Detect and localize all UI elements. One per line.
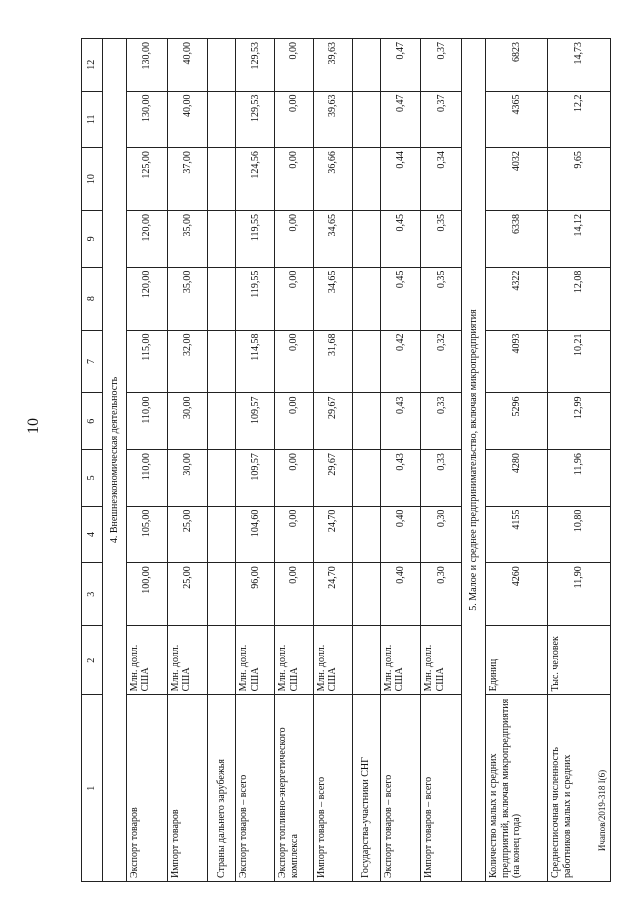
value-cell: 110,00 <box>126 450 167 507</box>
value-cell: 0,40 <box>380 506 421 563</box>
subhead-far-abroad-row <box>208 39 236 882</box>
value-cell: 119,55 <box>236 267 275 330</box>
value-cell: 104,60 <box>236 506 275 563</box>
table-row <box>421 39 462 882</box>
col-header: 9 <box>82 211 103 268</box>
empty-cell <box>208 393 236 450</box>
value-cell: 10,80 <box>548 506 611 563</box>
unit-cell: Млн. долл. США <box>421 626 462 695</box>
value-cell: 25,00 <box>167 563 208 626</box>
value-cell: 4365 <box>486 91 548 148</box>
col-header: 12 <box>82 39 103 92</box>
value-cell: 6823 <box>486 39 548 92</box>
page-number: 10 <box>25 418 42 434</box>
value-cell: 34,65 <box>313 211 352 268</box>
unit-cell: Млн. долл. США <box>313 626 352 695</box>
value-cell: 0,43 <box>380 393 421 450</box>
value-cell: 0,32 <box>421 330 462 393</box>
empty-cell <box>352 563 380 626</box>
col-header: 4 <box>82 506 103 563</box>
empty-cell <box>352 148 380 211</box>
value-cell: 0,47 <box>380 39 421 92</box>
value-cell: 14,73 <box>548 39 611 92</box>
value-cell: 0,00 <box>275 393 314 450</box>
value-cell: 30,00 <box>167 450 208 507</box>
value-cell: 32,00 <box>167 330 208 393</box>
value-cell: 129,53 <box>236 39 275 92</box>
table-row <box>275 39 314 882</box>
value-cell: 109,57 <box>236 393 275 450</box>
value-cell: 31,68 <box>313 330 352 393</box>
header-row <box>82 39 103 882</box>
unit-cell: Млн. долл. США <box>167 626 208 695</box>
indicator-name: Экспорт товаров – всего <box>380 695 421 882</box>
value-cell: 37,00 <box>167 148 208 211</box>
value-cell: 130,00 <box>126 39 167 92</box>
table-row <box>167 39 208 882</box>
table-row <box>236 39 275 882</box>
empty-cell <box>208 39 236 92</box>
value-cell: 34,65 <box>313 267 352 330</box>
table-row <box>313 39 352 882</box>
value-cell: 14,12 <box>548 211 611 268</box>
indicators-table <box>81 38 611 882</box>
value-cell: 130,00 <box>126 91 167 148</box>
value-cell: 129,53 <box>236 91 275 148</box>
empty-cell <box>208 148 236 211</box>
value-cell: 0,42 <box>380 330 421 393</box>
value-cell: 0,33 <box>421 393 462 450</box>
section-5-title: 5. Малое и среднее предпринимательство, включая микропредприятия <box>462 39 486 882</box>
value-cell: 6338 <box>486 211 548 268</box>
value-cell: 35,00 <box>167 211 208 268</box>
value-cell: 125,00 <box>126 148 167 211</box>
value-cell: 12,99 <box>548 393 611 450</box>
unit-cell: Млн. долл. США <box>380 626 421 695</box>
section-4-title-row <box>103 39 127 882</box>
unit-cell: Млн. долл. США <box>236 626 275 695</box>
value-cell: 120,00 <box>126 267 167 330</box>
indicator-name: Импорт товаров – всего <box>421 695 462 882</box>
col-header: 6 <box>82 393 103 450</box>
value-cell: 25,00 <box>167 506 208 563</box>
value-cell: 4155 <box>486 506 548 563</box>
value-cell: 30,00 <box>167 393 208 450</box>
value-cell: 0,35 <box>421 211 462 268</box>
value-cell: 12,2 <box>548 91 611 148</box>
subhead-far-abroad: Страны дальнего зарубежья <box>208 695 236 882</box>
value-cell: 119,55 <box>236 211 275 268</box>
indicator-name: Импорт товаров – всего <box>313 695 352 882</box>
value-cell: 110,00 <box>126 393 167 450</box>
empty-cell <box>208 91 236 148</box>
value-cell: 40,00 <box>167 39 208 92</box>
value-cell: 4032 <box>486 148 548 211</box>
empty-cell <box>208 563 236 626</box>
value-cell: 4260 <box>486 563 548 626</box>
value-cell: 0,00 <box>275 330 314 393</box>
value-cell: 0,40 <box>380 563 421 626</box>
empty-cell <box>352 267 380 330</box>
col-header: 2 <box>82 626 103 695</box>
value-cell: 0,00 <box>275 39 314 92</box>
col-header: 5 <box>82 450 103 507</box>
value-cell: 0,33 <box>421 450 462 507</box>
value-cell: 0,43 <box>380 450 421 507</box>
empty-cell <box>208 506 236 563</box>
unit-cell: Млн. долл. США <box>126 626 167 695</box>
value-cell: 0,44 <box>380 148 421 211</box>
col-header: 11 <box>82 91 103 148</box>
col-header: 7 <box>82 330 103 393</box>
indicator-name: Экспорт топливно-энергетического комплекса <box>275 695 314 882</box>
value-cell: 115,00 <box>126 330 167 393</box>
value-cell: 0,30 <box>421 563 462 626</box>
empty-cell <box>208 211 236 268</box>
value-cell: 0,00 <box>275 267 314 330</box>
value-cell: 114,58 <box>236 330 275 393</box>
subhead-cis-row <box>352 39 380 882</box>
section-4-title: 4. Внешнеэкономическая деятельность <box>103 39 127 882</box>
empty-cell <box>208 267 236 330</box>
value-cell: 24,70 <box>313 563 352 626</box>
indicator-name: Экспорт товаров <box>126 695 167 882</box>
indicator-name: Экспорт товаров – всего <box>236 695 275 882</box>
value-cell: 109,57 <box>236 450 275 507</box>
value-cell: 11,96 <box>548 450 611 507</box>
col-header: 3 <box>82 563 103 626</box>
value-cell: 105,00 <box>126 506 167 563</box>
value-cell: 39,63 <box>313 39 352 92</box>
value-cell: 120,00 <box>126 211 167 268</box>
value-cell: 29,67 <box>313 393 352 450</box>
value-cell: 4093 <box>486 330 548 393</box>
indicators-table-container <box>81 38 611 882</box>
footer-code: Ичапов/2019-318 І(6) <box>597 769 607 852</box>
value-cell: 0,00 <box>275 148 314 211</box>
value-cell: 0,45 <box>380 211 421 268</box>
empty-cell <box>208 626 236 695</box>
empty-cell <box>208 330 236 393</box>
empty-cell <box>208 450 236 507</box>
empty-cell <box>352 330 380 393</box>
unit-cell: Единиц <box>486 626 548 695</box>
empty-cell <box>352 39 380 92</box>
value-cell: 4280 <box>486 450 548 507</box>
table-row <box>486 39 548 882</box>
empty-cell <box>352 626 380 695</box>
empty-cell <box>352 450 380 507</box>
value-cell: 0,00 <box>275 506 314 563</box>
value-cell: 36,66 <box>313 148 352 211</box>
value-cell: 0,47 <box>380 91 421 148</box>
table-row <box>548 39 611 882</box>
unit-cell: Тыс. человек <box>548 626 611 695</box>
section-5-title-row <box>462 39 486 882</box>
value-cell: 0,00 <box>275 563 314 626</box>
value-cell: 0,00 <box>275 91 314 148</box>
table-row <box>126 39 167 882</box>
col-header: 8 <box>82 267 103 330</box>
unit-cell: Млн. долл. США <box>275 626 314 695</box>
value-cell: 12,08 <box>548 267 611 330</box>
empty-cell <box>352 91 380 148</box>
value-cell: 10,21 <box>548 330 611 393</box>
value-cell: 0,30 <box>421 506 462 563</box>
value-cell: 0,34 <box>421 148 462 211</box>
value-cell: 11,90 <box>548 563 611 626</box>
value-cell: 5296 <box>486 393 548 450</box>
value-cell: 9,65 <box>548 148 611 211</box>
value-cell: 96,00 <box>236 563 275 626</box>
value-cell: 124,56 <box>236 148 275 211</box>
value-cell: 39,63 <box>313 91 352 148</box>
value-cell: 24,70 <box>313 506 352 563</box>
col-header: 10 <box>82 148 103 211</box>
value-cell: 4322 <box>486 267 548 330</box>
empty-cell <box>352 506 380 563</box>
empty-cell <box>352 393 380 450</box>
table-row <box>380 39 421 882</box>
value-cell: 35,00 <box>167 267 208 330</box>
value-cell: 0,37 <box>421 39 462 92</box>
value-cell: 0,00 <box>275 211 314 268</box>
indicator-name: Количество малых и средних предприятий, включая микропредприятия (на конец года) <box>486 695 548 882</box>
col-header: 1 <box>82 695 103 882</box>
indicator-name: Среднесписочная численность работников малых и средних <box>548 695 611 882</box>
subhead-cis: Государства-участники СНГ <box>352 695 380 882</box>
value-cell: 0,45 <box>380 267 421 330</box>
indicator-name: Импорт товаров <box>167 695 208 882</box>
empty-cell <box>352 211 380 268</box>
value-cell: 40,00 <box>167 91 208 148</box>
value-cell: 0,35 <box>421 267 462 330</box>
value-cell: 0,00 <box>275 450 314 507</box>
value-cell: 29,67 <box>313 450 352 507</box>
value-cell: 0,37 <box>421 91 462 148</box>
value-cell: 100,00 <box>126 563 167 626</box>
